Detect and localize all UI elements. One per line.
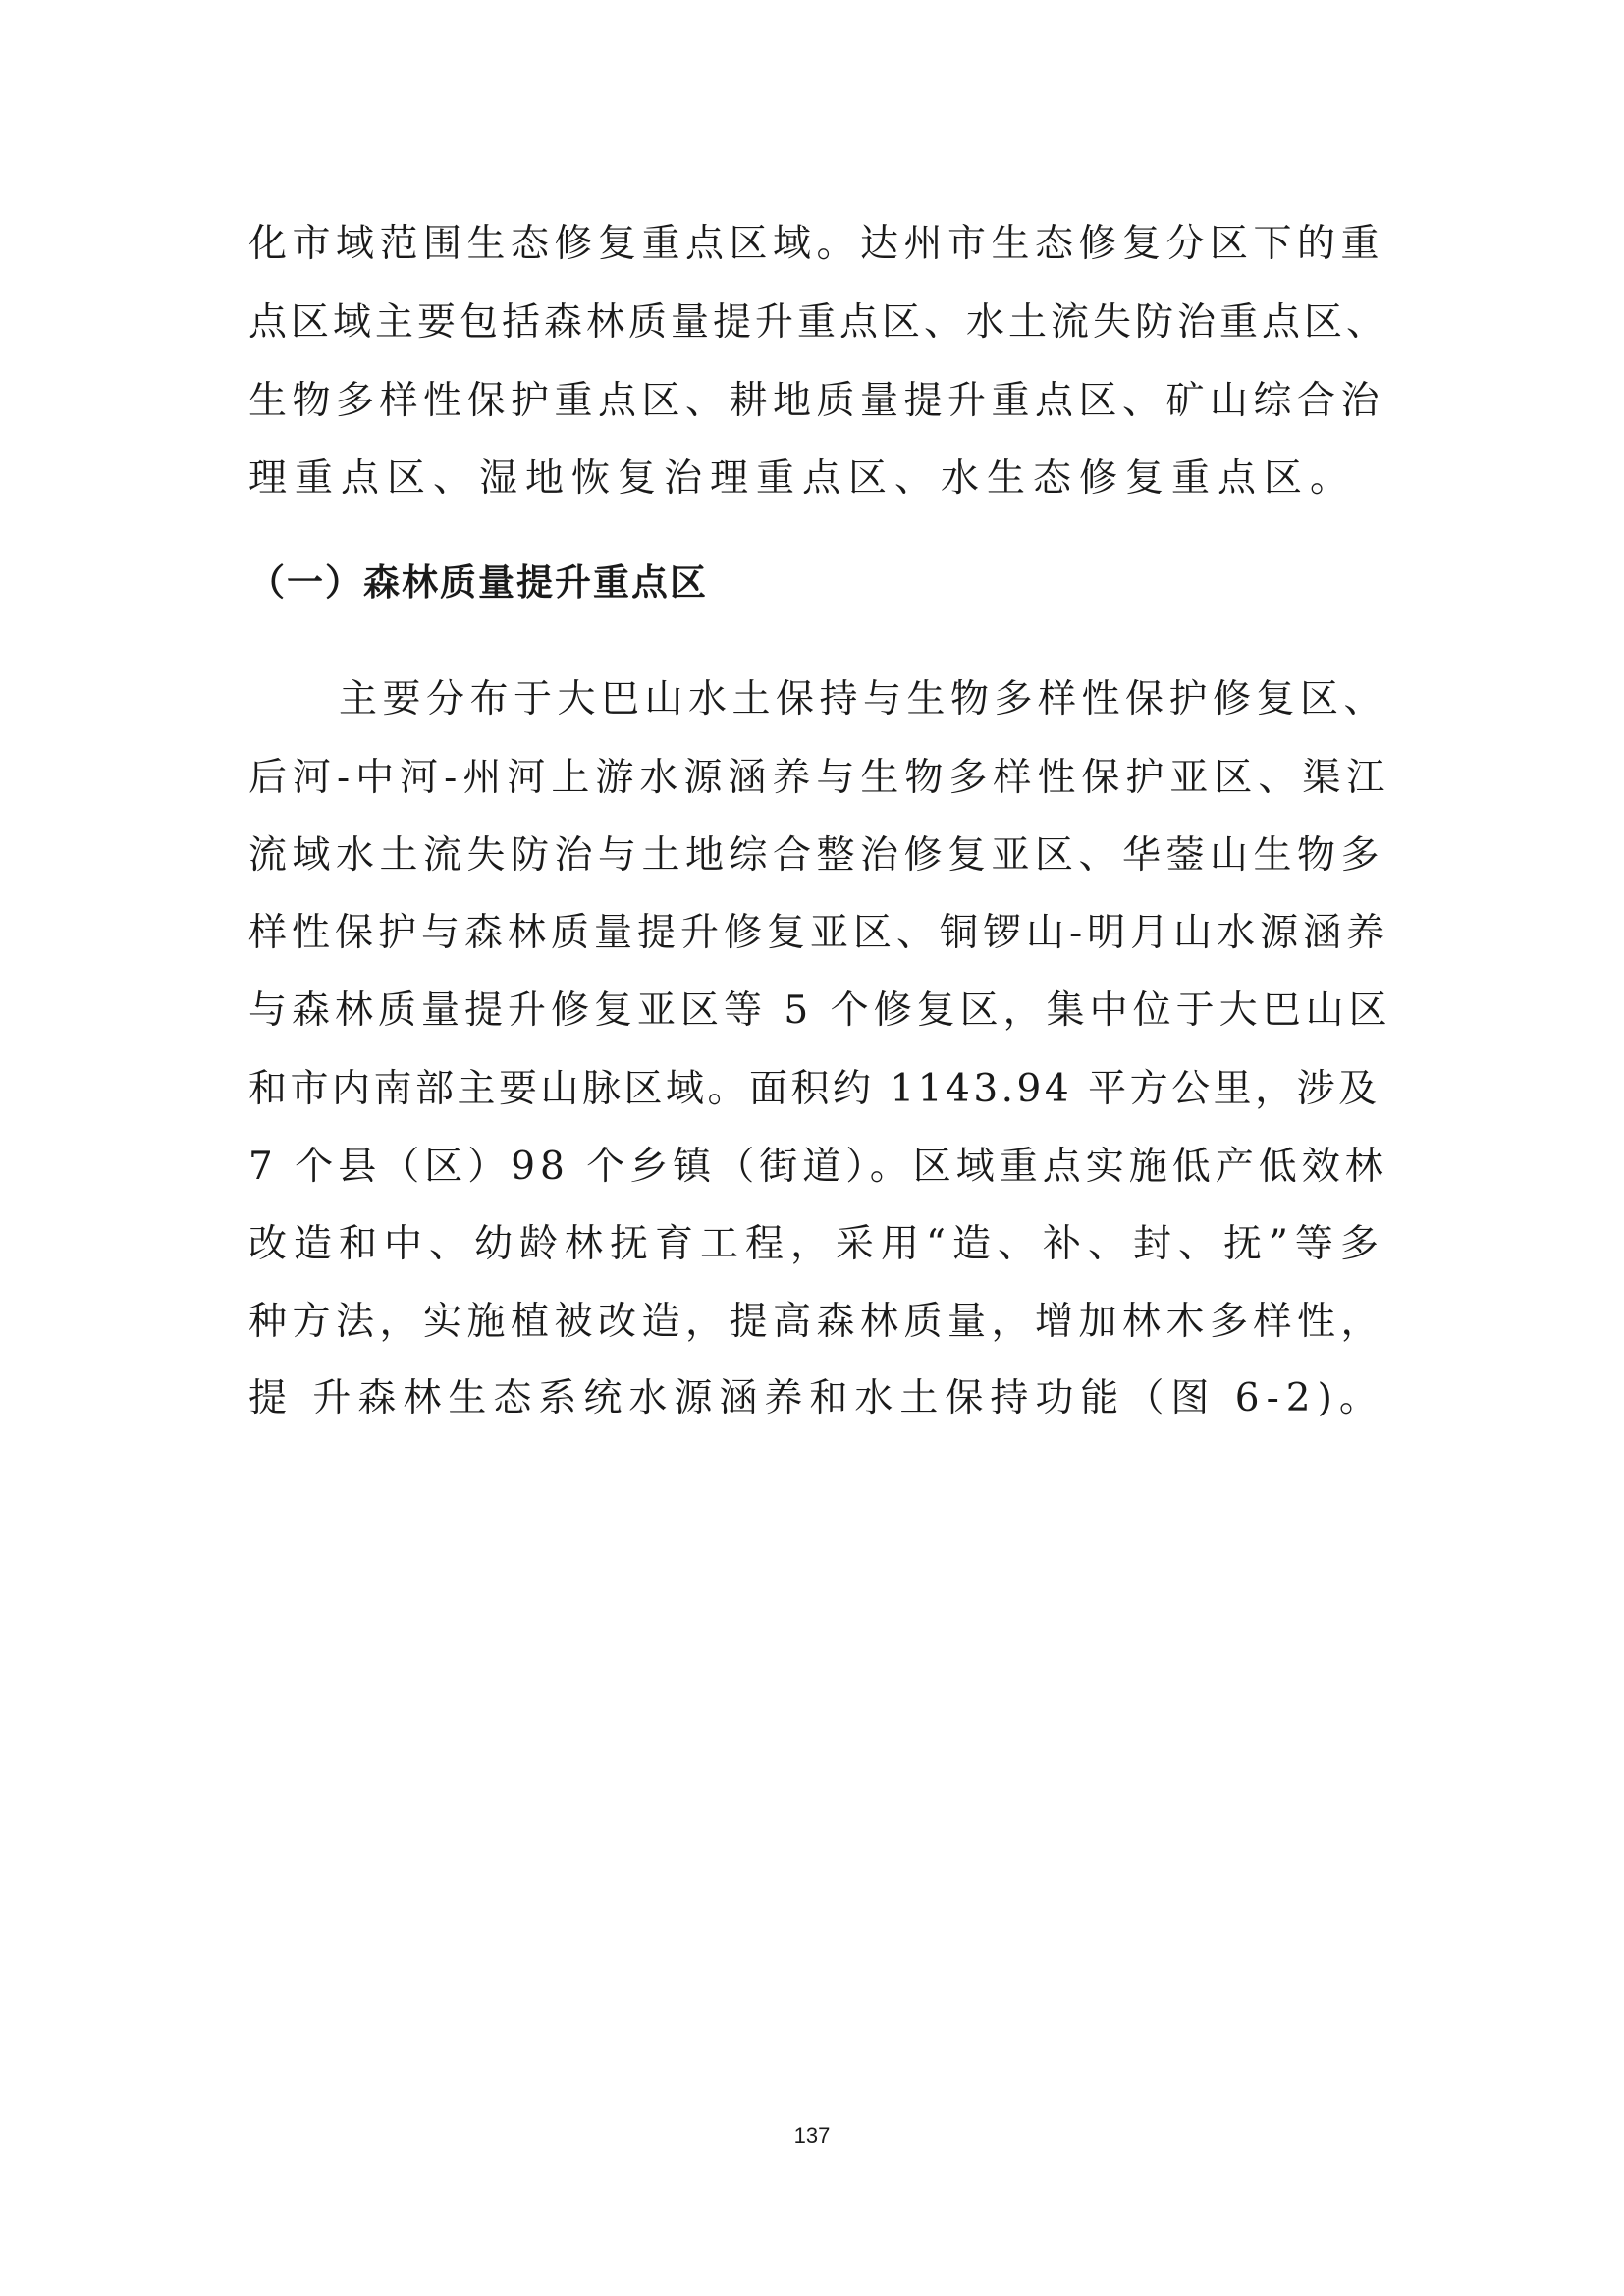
- body-paragraph-line: 流域水土流失防治与土地综合整治修复亚区、华蓥山生物多: [248, 833, 1385, 878]
- page-number: 137: [793, 2123, 831, 2148]
- section-heading: （一）森林质量提升重点区: [248, 561, 708, 604]
- body-paragraph-line: 提 升森林生态系统水源涵养和水土保持功能（图 6-2)。: [248, 1376, 1384, 1420]
- body-paragraph-line: 7 个县（区）98 个乡镇（街道）。区域重点实施低产低效林: [248, 1145, 1388, 1189]
- intro-paragraph-line: 生物多样性保护重点区、耕地质量提升重点区、矿山综合治: [248, 379, 1385, 423]
- body-paragraph-line: 和市内南部主要山脉区域。面积约 1143.94 平方公里，涉及: [248, 1067, 1380, 1111]
- body-paragraph-line: 改造和中、幼龄林抚育工程，采用“造、补、封、抚”等多: [248, 1222, 1385, 1266]
- intro-paragraph-line: 化市域范围生态修复重点区域。达州市生态修复分区下的重: [248, 222, 1385, 266]
- body-paragraph-line: 主要分布于大巴山水土保持与生物多样性保护修复区、: [339, 677, 1388, 721]
- body-paragraph-line: 后河-中河-州河上游水源涵养与生物多样性保护亚区、渠江: [248, 756, 1391, 800]
- body-paragraph-line: 样性保护与森林质量提升修复亚区、铜锣山-明月山水源涵养: [248, 911, 1390, 955]
- body-paragraph-line: 与森林质量提升修复亚区等 5 个修复区，集中位于大巴山区: [248, 988, 1392, 1033]
- intro-paragraph-line: 理重点区、湿地恢复治理重点区、水生态修复重点区。: [248, 456, 1357, 501]
- intro-paragraph-line: 点区域主要包括森林质量提升重点区、水土流失防治重点区、: [248, 300, 1389, 345]
- body-paragraph-line: 种方法，实施植被改造，提高森林质量，增加林木多样性，: [248, 1300, 1385, 1344]
